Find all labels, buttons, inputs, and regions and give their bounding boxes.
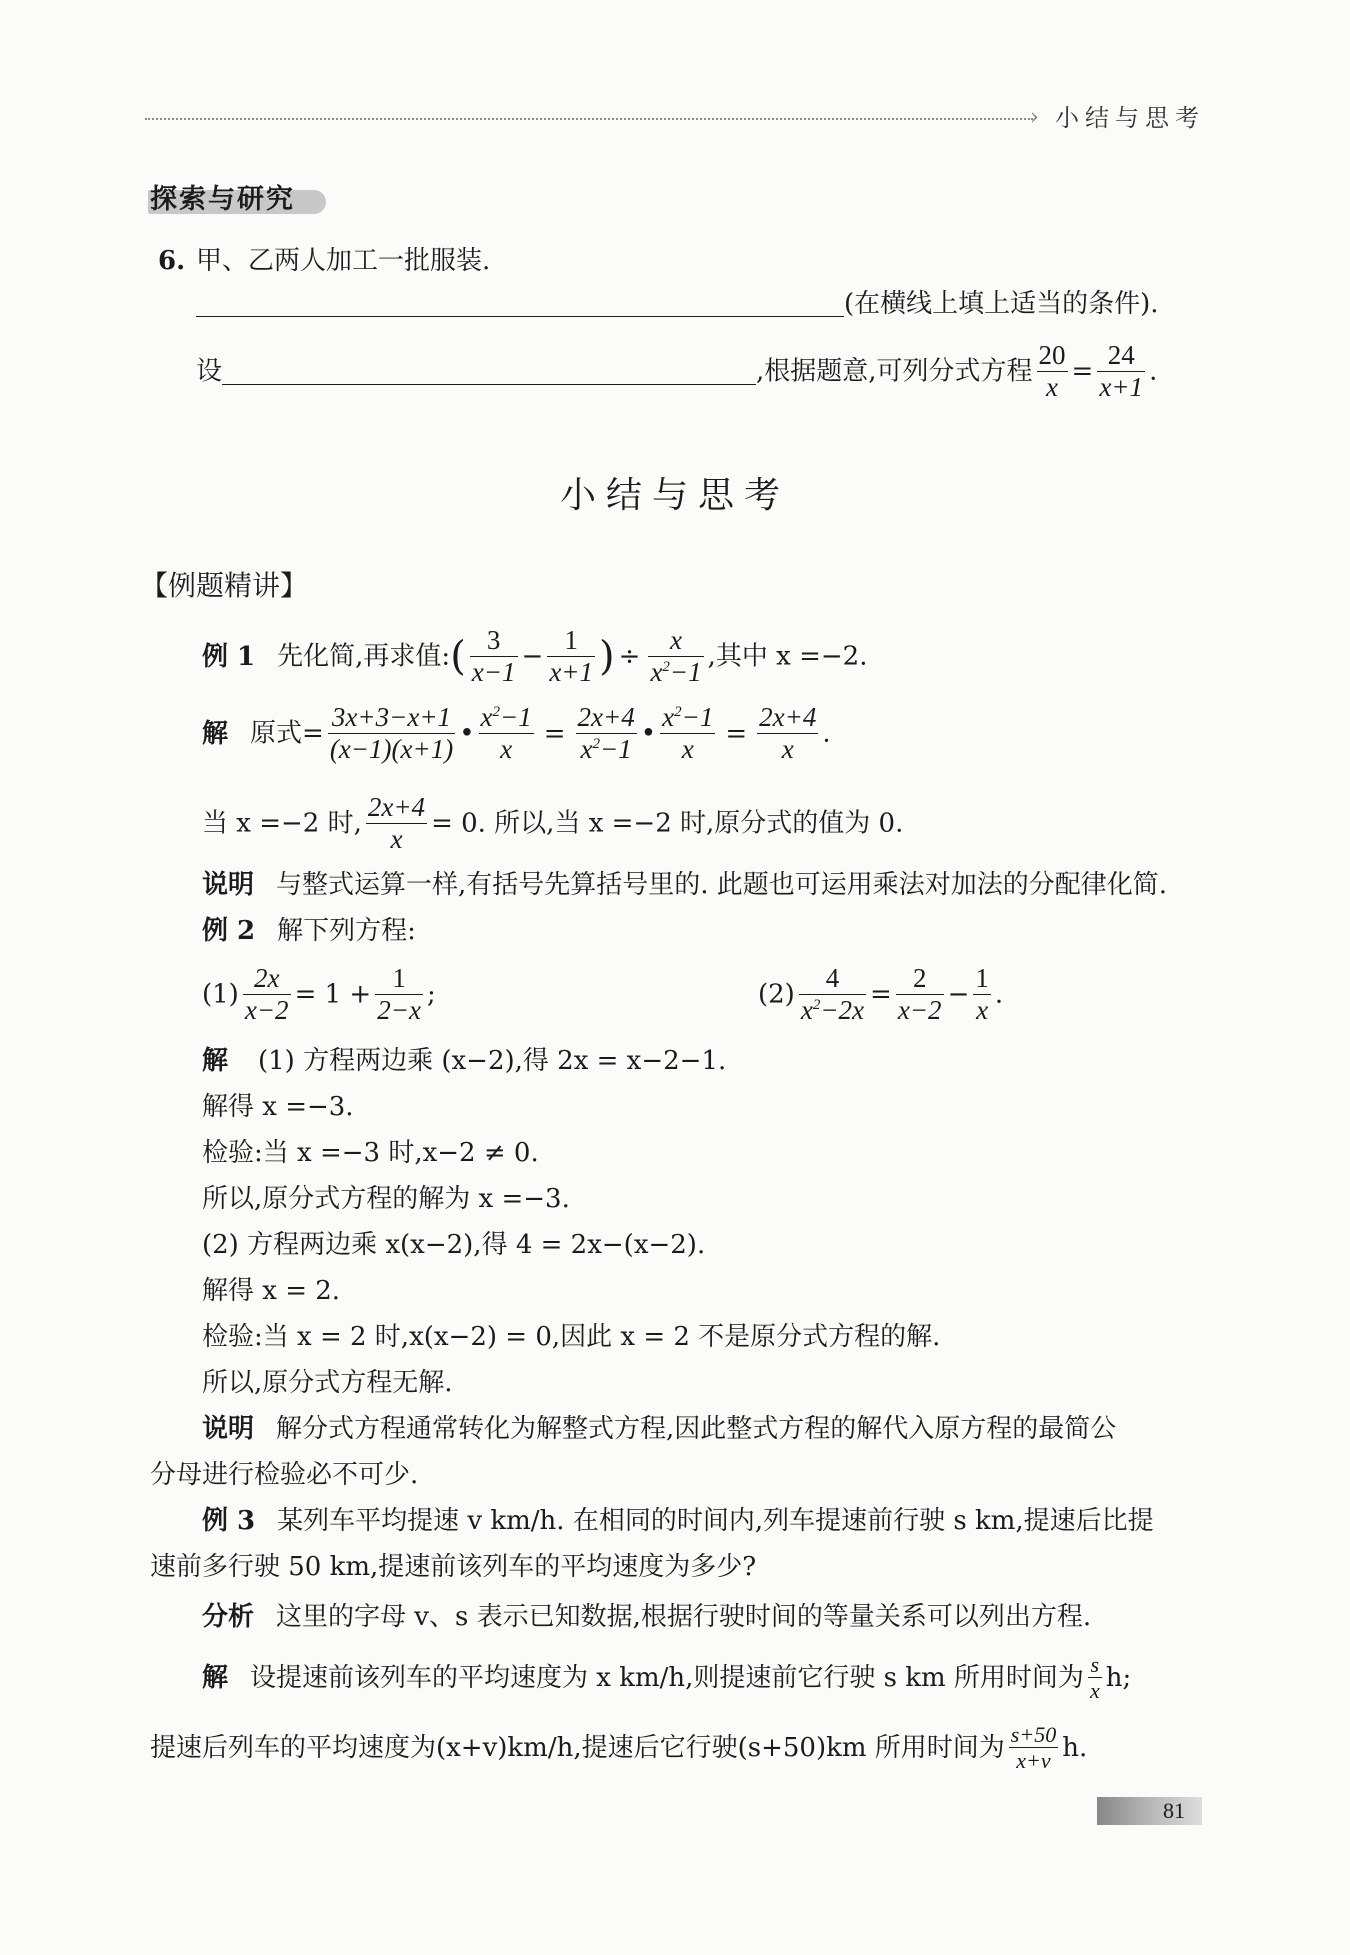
header-arrow-icon: › [1030, 105, 1039, 130]
example-2-line: (1) 方程两边乘 (x−2),得 2x = x−2−1. [258, 1046, 727, 1076]
question-number: 6. [158, 246, 186, 276]
example-2-line: (2) 方程两边乘 x(x−2),得 4 = 2x−(x−2). [202, 1230, 706, 1260]
example-2: 例 2 解下列方程: [202, 916, 416, 946]
blank-condition[interactable] [196, 290, 844, 317]
example-3: 例 3 某列车平均提速 v km/h. 在相同的时间内,列车提速前行驶 s km,提速后比提 [202, 1506, 1154, 1536]
example-1-evaluate: 当 x =−2 时, $\frac{2x+4}{x}$ = 0. 所以,当 x =−2 时,原分式的值为 0. [202, 792, 904, 855]
example-3-cont: 速前多行驶 50 km,提速前该列车的平均速度为多少? [150, 1552, 757, 1582]
equation-right-fraction: $\frac{24}{x+1}$ [1099, 340, 1144, 403]
example-1-note: 说明 与整式运算一样,有括号先算括号里的. 此题也可运用乘法对加法的分配律化简. [202, 870, 1168, 900]
example-3-solution: 解 设提速前该列车的平均速度为 x km/h,则提速前它行驶 s km 所用时间为 $\frac{s}{x}$ h; [202, 1652, 1132, 1704]
running-title: 小结与思考 [1055, 104, 1205, 132]
example-2-line: 检验:当 x = 2 时,x(x−2) = 0,因此 x = 2 不是原分式方程的解. [202, 1322, 941, 1352]
blank-assumption[interactable] [222, 358, 756, 385]
example-2-part-2: (2) $\frac{4}{x^2-2x}$ = $\frac{2}{x-2}$ − $\frac{1}{x}$ . [758, 963, 1004, 1026]
page-number: 81 [1163, 1798, 1185, 1823]
equation-left-fraction: $\frac{20}{x}$ [1038, 340, 1066, 403]
example-2-note-cont: 分母进行检验必不可少. [150, 1460, 419, 1490]
explore-label: 探索与研究 [150, 184, 295, 215]
example-2-line: 所以,原分式方程的解为 x =−3. [202, 1184, 570, 1214]
page-number-bar [1097, 1797, 1202, 1825]
header-rule [145, 118, 1033, 120]
example-1: 例 1 先化简,再求值:( $\frac{3}{x-1}$ − $\frac{1}{x+1}$ ) ÷ $\frac{x}{x^2-1}$ ,其中 x =−2. [202, 625, 868, 688]
fill-line-2: 设 ,根据题意,可列分式方程 $\frac{20}{x}$ = $\frac{24}{x+1}$ . [196, 340, 1158, 403]
example-2-part-1: (1) $\frac{2x}{x-2}$ = 1 + $\frac{1}{2-x}$ ; [202, 963, 436, 1026]
question-text: 甲、乙两人加工一批服装. [196, 246, 491, 276]
example-1-solution: 解 原式= $\frac{3x+3-x+1}{(x-1)(x+1)}$ • $\frac{x^2-1}{x}$ = $\frac{2x+4}{x^2-1}$ • $\frac{x^2-1}{x}$ = $\frac{2x+4}{x}$ . [202, 702, 831, 765]
example-2-line: 所以,原分式方程无解. [202, 1368, 453, 1398]
example-3-analysis: 分析 这里的字母 v、s 表示已知数据,根据行驶时间的等量关系可以列出方程. [202, 1602, 1092, 1632]
example-3-solution-cont: 提速后列车的平均速度为(x+v)km/h,提速后它行驶(s+50)km 所用时间为 $\frac{s+50}{x+v}$ h. [150, 1722, 1088, 1774]
fill-line-1: (在横线上填上适当的条件). [196, 290, 1159, 317]
example-2-note: 说明 解分式方程通常转化为解整式方程,因此整式方程的解代入原方程的最简公 [202, 1414, 1117, 1444]
example-2-line: 解得 x = 2. [202, 1276, 341, 1306]
example-2-line: 检验:当 x =−3 时,x−2 ≠ 0. [202, 1138, 539, 1168]
section-title: 小结与思考 [560, 475, 791, 516]
example-2-solution-label: 解 [202, 1046, 229, 1076]
example-2-line: 解得 x =−3. [202, 1092, 354, 1122]
bracket-title: 【例题精讲】 [140, 569, 309, 602]
